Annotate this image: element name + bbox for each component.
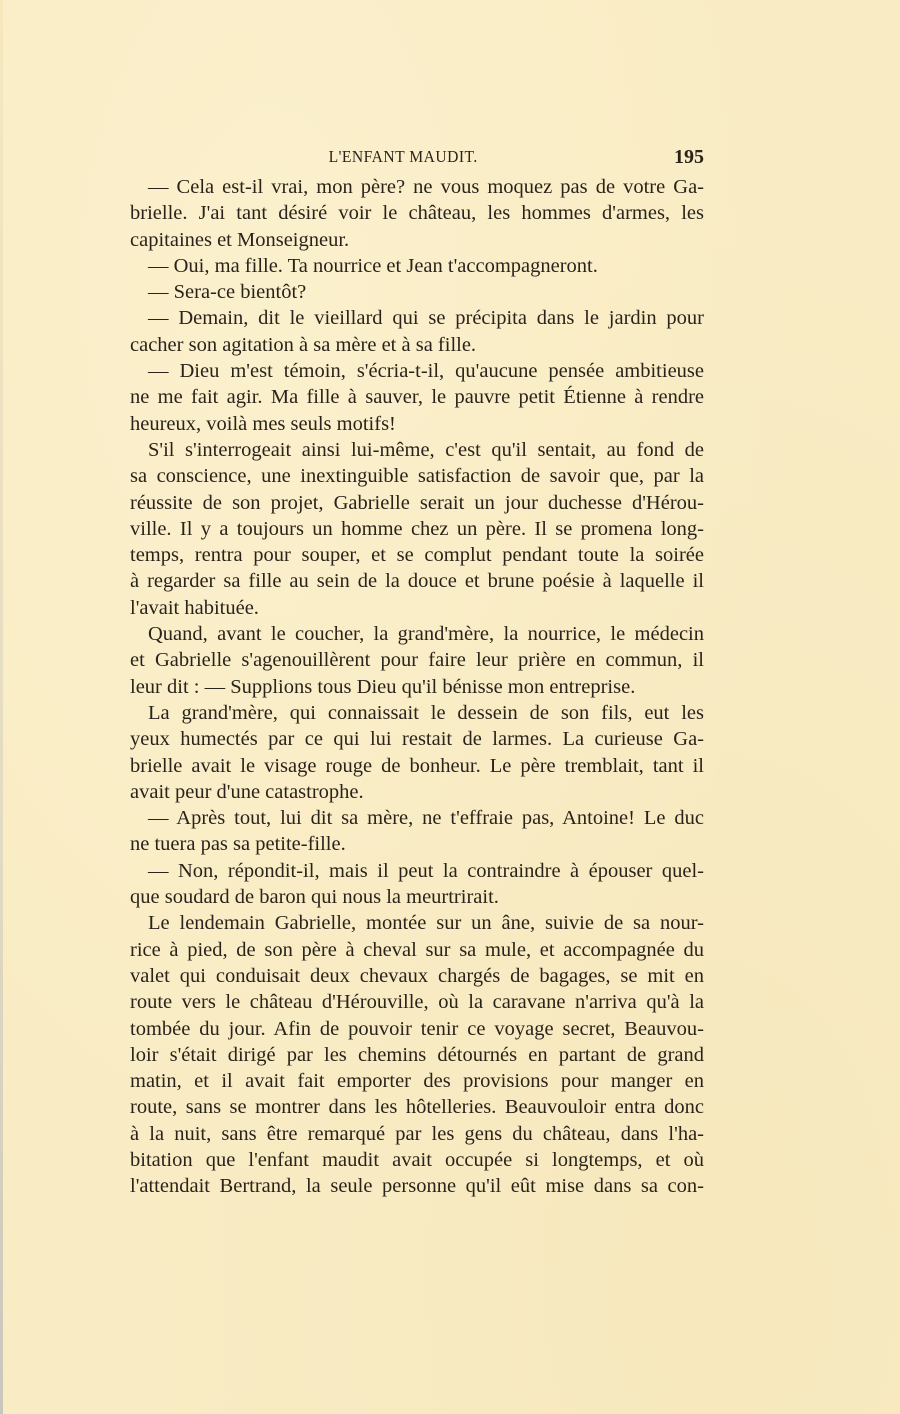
running-title: L'ENFANT MAUDIT. bbox=[328, 147, 478, 166]
text-line: à regarder sa fille au sein de la douce et brune poésie à laquelle il bbox=[130, 570, 704, 593]
text-line: à la nuit, sans être remarqué par les gens du château, dans l'ha- bbox=[130, 1122, 704, 1145]
text-line: — Non, répondit-il, mais il peut la contraindre à épouser quel- bbox=[148, 859, 704, 882]
text-line: — Oui, ma fille. Ta nourrice et Jean t'accompagneront. bbox=[148, 254, 598, 277]
body-text bbox=[130, 174, 704, 1200]
text-line: La grand'mère, qui connaissait le dessein de son fils, eut les bbox=[148, 701, 704, 724]
page-edge-shadow bbox=[0, 0, 3, 1414]
text-line: yeux humectés par ce qui lui restait de larmes. La curieuse Ga- bbox=[130, 728, 704, 751]
text-line: ville. Il y a toujours un homme chez un père. Il se promena long- bbox=[130, 517, 704, 540]
text-line: rice à pied, de son père à cheval sur sa mule, et accompagnée du bbox=[130, 938, 704, 961]
text-line: route, sans se montrer dans les hôtelleries. Beauvouloir entra donc bbox=[130, 1096, 704, 1119]
text-line: brielle. J'ai tant désiré voir le château, les hommes d'armes, les bbox=[130, 202, 704, 225]
text-line: Quand, avant le coucher, la grand'mère, la nourrice, le médecin bbox=[148, 623, 704, 646]
text-line: heureux, voilà mes seuls motifs! bbox=[130, 412, 396, 435]
text-line: tombée du jour. Afin de pouvoir tenir ce voyage secret, Beauvou- bbox=[130, 1017, 704, 1040]
text-line: avait peur d'une catastrophe. bbox=[130, 780, 364, 803]
text-line: capitaines et Monseigneur. bbox=[130, 228, 350, 251]
text-line: valet qui conduisait deux chevaux chargés de bagages, se mit en bbox=[130, 964, 704, 987]
text-line: Le lendemain Gabrielle, montée sur un âne, suivie de sa nour- bbox=[148, 912, 704, 935]
text-line: réussite de son projet, Gabrielle serait un jour duchesse d'Hérou- bbox=[130, 491, 704, 514]
text-line: S'il s'interrogeait ainsi lui-même, c'est qu'il sentait, au fond de bbox=[148, 438, 704, 461]
text-line: temps, rentra pour souper, et se complut pendant toute la soirée bbox=[130, 544, 704, 567]
text-line: cacher son agitation à sa mère et à sa fille. bbox=[130, 333, 477, 356]
running-head bbox=[130, 144, 704, 170]
text-line: route vers le château d'Hérouville, où la caravane n'arriva qu'à la bbox=[130, 991, 704, 1014]
text-line: loir s'était dirigé par les chemins détournés en partant de grand bbox=[130, 1043, 704, 1066]
text-line: matin, et il avait fait emporter des provisions pour manger en bbox=[130, 1070, 704, 1093]
text-line: bitation que l'enfant maudit avait occupée si longtemps, et où bbox=[130, 1148, 704, 1171]
text-line: leur dit : — Supplions tous Dieu qu'il bénisse mon entreprise. bbox=[130, 675, 636, 698]
text-line: et Gabrielle s'agenouillèrent pour faire leur prière en commun, il bbox=[130, 649, 704, 672]
text-line: — Demain, dit le vieillard qui se précipita dans le jardin pour bbox=[148, 307, 704, 330]
text-line: ne tuera pas sa petite-fille. bbox=[130, 833, 346, 856]
text-line: — Après tout, lui dit sa mère, ne t'effraie pas, Antoine! Le duc bbox=[148, 807, 704, 830]
text-line: l'avait habituée. bbox=[130, 596, 259, 619]
text-line: — Sera-ce bientôt? bbox=[148, 281, 307, 304]
text-line: brielle avait le visage rouge de bonheur. Le père tremblait, tant il bbox=[130, 754, 704, 777]
text-line: ne me fait agir. Ma fille à sauver, le pauvre petit Étienne à rendre bbox=[130, 386, 704, 409]
text-line: sa conscience, une inextinguible satisfaction de savoir que, par la bbox=[130, 465, 704, 488]
page-number: 195 bbox=[674, 146, 704, 168]
text-line: que soudard de baron qui nous la meurtrirait. bbox=[130, 886, 499, 909]
text-line: l'attendait Bertrand, la seule personne qu'il eût mise dans sa con- bbox=[130, 1175, 704, 1198]
text-line: — Cela est-il vrai, mon père? ne vous moquez pas de votre Ga- bbox=[148, 176, 704, 198]
text-line: — Dieu m'est témoin, s'écria-t-il, qu'aucune pensée ambitieuse bbox=[148, 360, 704, 383]
